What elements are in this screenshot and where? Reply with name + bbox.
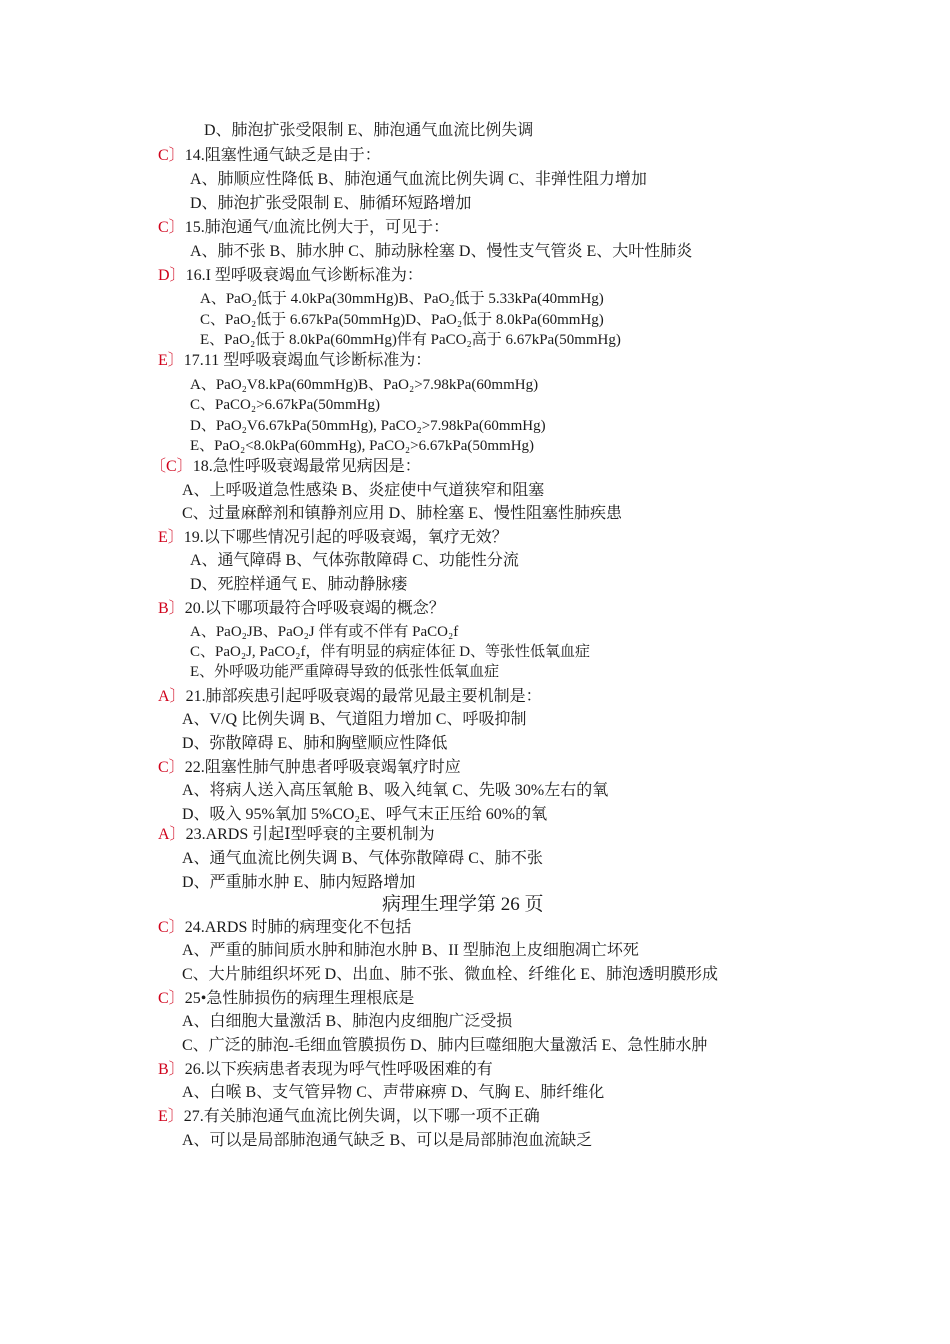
option-line: C、PaO₂J, PaCO₂f，伴有明显的病症体征 D、等张性低氧血症 xyxy=(190,644,591,660)
option-line: A、肺不张 B、肺水肿 C、肺动脉栓塞 D、慢性支气管炎 E、大叶性肺炎 xyxy=(190,243,693,260)
option-line: A、通气血流比例失调 B、气体弥散障碍 C、肺不张 xyxy=(182,850,543,867)
option-line: D、死腔样通气 E、肺动静脉瘘 xyxy=(190,576,408,593)
question-line: E〕19.以下哪些情况引起的呼吸衰竭，氧疗无效？ xyxy=(158,529,508,546)
option-line: A、V/Q 比例失调 B、气道阻力增加 C、呼吸抑制 xyxy=(182,711,527,728)
question-line: C〕15.肺泡通气/血流比例大于，可见于： xyxy=(158,219,450,236)
option-line: A、白喉 B、支气管异物 C、声带麻痹 D、气胸 E、肺纤维化 xyxy=(182,1084,605,1101)
option-line: A、白细胞大量激活 B、肺泡内皮细胞广泛受损 xyxy=(182,1013,513,1030)
question-line: C〕25•急性肺损伤的病理生理根底是 xyxy=(158,990,415,1007)
option-line: C、过量麻醉剂和镇静剂应用 D、肺栓塞 E、慢性阻塞性肺疾患 xyxy=(182,505,623,522)
option-line: A、PaO₂V8.kPa(60mmHg)B、PaO₂>7.98kPa(60mmHg) xyxy=(190,377,539,393)
option-line: C、PaCO₂>6.67kPa(50mmHg) xyxy=(190,397,380,413)
answer-key: C〕 xyxy=(158,759,185,776)
option-line: A、PaO₂JB、PaO₂J 伴有或不伴有 PaCO₂f xyxy=(190,624,459,640)
question-line: B〕20.以下哪项最符合呼吸衰竭的概念？ xyxy=(158,600,445,617)
option-line: C、大片肺组织坏死 D、出血、肺不张、微血栓、纤维化 E、肺泡透明膜形成 xyxy=(182,966,719,983)
option-line: D、吸入 95%氧加 5%CO₂E、呼气末正压给 60%的氧 xyxy=(182,806,548,823)
question-line: 〔C〕18.急性呼吸衰竭最常见病因是： xyxy=(150,458,421,475)
answer-key: E〕 xyxy=(158,529,184,546)
option-line: D、弥散障碍 E、肺和胸壁顺应性降低 xyxy=(182,735,448,752)
option-line: E、外呼吸功能严重障碍导致的低张性低氧血症 xyxy=(190,664,500,680)
option-line: C、广泛的肺泡-毛细血管膜损伤 D、肺内巨噬细胞大量激活 E、急性肺水肿 xyxy=(182,1037,708,1054)
option-line: D、肺泡扩张受限制 E、肺泡通气血流比例失调 xyxy=(204,122,534,139)
option-line: C、PaO₂低于 6.67kPa(50mmHg)D、PaO₂低于 8.0kPa(60mmHg) xyxy=(200,312,604,328)
question-line: C〕14.阻塞性通气缺乏是由于： xyxy=(158,147,381,164)
option-line: E、PaO₂<8.0kPa(60mmHg), PaCO₂>6.67kPa(50mmHg) xyxy=(190,438,535,454)
option-line: A、肺顺应性降低 B、肺泡通气血流比例失调 C、非弹性阻力增加 xyxy=(190,171,647,188)
option-line: D、严重肺水肿 E、肺内短路增加 xyxy=(182,874,416,891)
question-line: D〕16.I 型呼吸衰竭血气诊断标准为： xyxy=(158,267,423,284)
answer-key: E〕 xyxy=(158,352,184,369)
option-line: A、可以是局部肺泡通气缺乏 B、可以是局部肺泡血流缺乏 xyxy=(182,1132,593,1149)
question-line: A〕23.ARDS 引起Ⅰ型呼衰的主要机制为 xyxy=(158,826,435,843)
answer-key: C〕 xyxy=(158,990,185,1007)
answer-key: C〕 xyxy=(158,147,185,164)
answer-key: A〕 xyxy=(158,688,186,705)
option-line: A、PaO₂低于 4.0kPa(30mmHg)B、PaO₂低于 5.33kPa(40mmHg) xyxy=(200,291,604,307)
answer-key: B〕 xyxy=(158,1061,185,1078)
question-line: C〕22.阻塞性肺气肿患者呼吸衰竭氧疗时应 xyxy=(158,759,461,776)
option-line: D、PaO₂V6.67kPa(50mmHg), PaCO₂>7.98kPa(60mmHg) xyxy=(190,418,546,434)
option-line: A、严重的肺间质水肿和肺泡水肿 B、II 型肺泡上皮细胞凋亡坏死 xyxy=(182,942,639,959)
option-line: A、将病人送入高压氧舱 B、吸入纯氧 C、先吸 30%左右的氧 xyxy=(182,782,609,799)
option-line: A、上呼吸道急性感染 B、炎症使中气道狭窄和阻塞 xyxy=(182,482,545,499)
question-line: E〕27.有关肺泡通气血流比例失调，以下哪一项不正确 xyxy=(158,1108,540,1125)
option-line: A、通气障碍 B、气体弥散障碍 C、功能性分流 xyxy=(190,552,519,569)
answer-key: 〔C〕 xyxy=(150,458,193,475)
answer-key: C〕 xyxy=(158,919,185,936)
answer-key: E〕 xyxy=(158,1108,184,1125)
option-line: D、肺泡扩张受限制 E、肺循环短路增加 xyxy=(190,195,472,212)
answer-key: B〕 xyxy=(158,600,185,617)
option-line: E、PaO₂低于 8.0kPa(60mmHg)伴有 PaCO₂高于 6.67kPa(50mmHg) xyxy=(200,332,621,348)
question-line: B〕26.以下疾病患者表现为呼气性呼吸困难的有 xyxy=(158,1061,493,1078)
question-line: E〕17.11 型呼吸衰竭血气诊断标准为： xyxy=(158,352,432,369)
answer-key: D〕 xyxy=(158,267,186,284)
question-line: C〕24.ARDS 时肺的病理变化不包括 xyxy=(158,919,412,936)
page-footer: 病理生理学第 26 页 xyxy=(382,894,544,915)
question-line: A〕21.肺部疾患引起呼吸衰竭的最常见最主要机制是： xyxy=(158,688,542,705)
answer-key: C〕 xyxy=(158,219,185,236)
answer-key: A〕 xyxy=(158,826,186,843)
